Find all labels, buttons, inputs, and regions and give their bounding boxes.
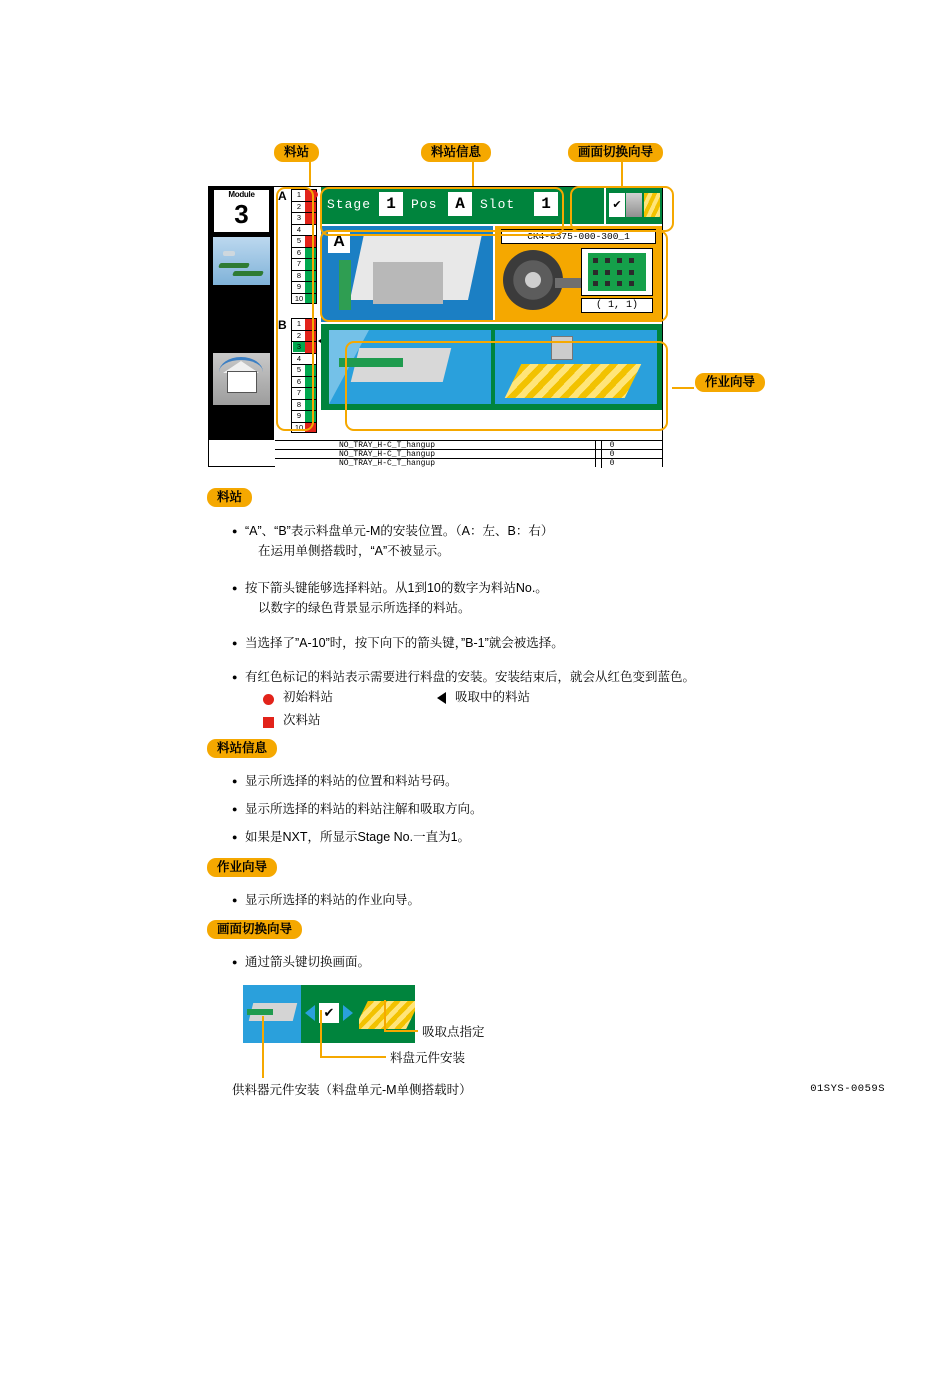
station-status-swatch [305, 423, 316, 433]
part-detail-panel [495, 226, 662, 322]
station-status-swatch [305, 213, 316, 224]
station-item[interactable]: 8 [291, 399, 317, 411]
module-label: Module [228, 190, 255, 199]
station-item-selected[interactable]: 3 [291, 341, 317, 353]
part-coordinate-label: ( 1, 1) [581, 298, 653, 313]
feeder-mount-icon[interactable] [626, 193, 642, 217]
station-item[interactable]: 4 [291, 353, 317, 365]
home-screen-icon[interactable] [213, 353, 270, 405]
document-reference-code: 01SYS-0059S [810, 1083, 885, 1095]
tray-mount-checkbox-icon[interactable]: ✔ [609, 193, 625, 217]
station-status-swatch [305, 259, 316, 270]
stage-value: 1 [379, 192, 403, 216]
station-item[interactable]: 2 [291, 201, 317, 213]
screen-switch-bullet-1: ● 通过箭头键切换画面。 [245, 952, 370, 972]
station-status-swatch [305, 271, 316, 282]
callout-line-tray-mount [320, 1010, 322, 1058]
station-item[interactable]: 8 [291, 270, 317, 282]
section-tag-screen-switch-guide: 画面切换向导 [207, 920, 302, 939]
machine-thumbnail-icon[interactable] [213, 237, 270, 285]
station-item[interactable]: 4 [291, 224, 317, 236]
work-guide-step-1[interactable] [329, 330, 491, 404]
station-position-illustration [321, 226, 493, 322]
alarm-list [275, 440, 662, 467]
work-guide-step-2[interactable] [495, 330, 657, 404]
station-item[interactable]: 10 [291, 293, 317, 305]
callout-line-pickup-point [384, 1000, 386, 1032]
station-status-swatch [305, 202, 316, 213]
alarm-row[interactable] [275, 458, 662, 468]
station-group-a-label: A [278, 189, 287, 203]
alarm-count: 0 [601, 459, 622, 468]
alarm-count: 0 [601, 450, 622, 459]
legend-picking-station-label: 吸取中的料站 [455, 690, 531, 704]
station-item[interactable]: 7 [291, 258, 317, 270]
right-arrow-icon[interactable] [343, 1005, 353, 1021]
figure-label-tray-mount: 料盘元件安装 [390, 1051, 466, 1065]
legend-initial-station-icon [263, 694, 274, 705]
slot-value: 1 [534, 192, 558, 216]
station-status-swatch [305, 342, 316, 353]
station-bullet-1: ● “A”、“B”表示料盘单元-M的安装位置。（A：左、B：右） [245, 521, 553, 541]
station-status-swatch [305, 354, 316, 365]
station-list-a[interactable] [291, 189, 317, 304]
alarm-text: NO_TRAY_H-C_T_hangup [339, 441, 436, 450]
station-item[interactable]: 3 [291, 212, 317, 224]
leader-line-station-info [472, 160, 474, 188]
station-list-b[interactable] [291, 318, 317, 433]
station-status-swatch [305, 319, 316, 330]
station-status-swatch [305, 411, 316, 422]
callout-line-pickup-point-h [384, 1030, 418, 1032]
position-letter-badge: A [328, 231, 350, 253]
legend-initial-station-label: 初始料站 [283, 690, 334, 704]
station-group-b-label: B [278, 318, 287, 332]
screen-main-area [321, 187, 662, 440]
callout-tag-screen-switch-guide: 画面切换向导 [568, 143, 663, 162]
station-bullet-1-line2: 在运用单侧搭载时，“A”不被显示。 [258, 544, 450, 558]
stage-label: Stage [327, 197, 372, 212]
screen-left-strip [209, 187, 274, 440]
station-status-swatch [305, 331, 316, 342]
callout-tag-work-guide: 作业向导 [695, 373, 765, 392]
station-info-bullet-2: ● 显示所选择的料站的料站注解和吸取方向。 [245, 799, 483, 819]
station-selector-column[interactable] [277, 187, 319, 440]
reel-icon [503, 250, 563, 310]
station-status-swatch [305, 365, 316, 376]
station-item[interactable]: 1 [291, 318, 317, 330]
callout-line-tray-mount-h [320, 1056, 386, 1058]
station-item[interactable]: 1 [291, 189, 317, 201]
station-status-swatch [305, 282, 316, 293]
station-detail-row [321, 226, 662, 322]
module-indicator [213, 189, 270, 233]
section-tag-station: 料站 [207, 488, 252, 507]
pickup-point-thumbnail[interactable] [359, 985, 415, 1043]
station-info-bullet-1: ● 显示所选择的料站的位置和料站号码。 [245, 771, 458, 791]
legend-secondary-station-icon [263, 717, 274, 728]
station-bullet-4: ● 有红色标记的料站表示需要进行料盘的安装。安装结束后，就会从红色变到蓝色。 [245, 667, 695, 687]
feeder-mount-thumbnail[interactable] [243, 985, 301, 1043]
machine-screen-figure [208, 186, 663, 467]
station-info-bullet-3: ● 如果是NXT，所显示Stage No.一直为1。 [245, 827, 470, 847]
legend-secondary-station-label: 次料站 [283, 713, 321, 727]
leader-line-station [309, 160, 311, 188]
alarm-count: 0 [601, 441, 622, 450]
pickup-point-icon[interactable] [644, 193, 660, 217]
station-item[interactable]: 7 [291, 387, 317, 399]
leader-line-work-guide [672, 387, 694, 389]
alarm-text: NO_TRAY_H-C_T_hangup [339, 459, 436, 468]
station-status-swatch [305, 236, 316, 247]
station-status-swatch [305, 388, 316, 399]
station-status-swatch [305, 400, 316, 411]
chip-icon [588, 253, 646, 291]
work-guide-bullet-1: ● 显示所选择的料站的作业向导。 [245, 890, 420, 910]
station-status-swatch [305, 377, 316, 388]
station-bullet-2-line2: 以数字的绿色背景显示所选择的料站。 [258, 601, 471, 615]
screen-switch-guide-bar[interactable] [606, 187, 662, 224]
callout-line-feeder-mount [262, 1016, 264, 1078]
station-bullet-3: ● 当选择了”A-10”时，按下向下的箭头键，”B-1”就会被选择。 [245, 633, 564, 653]
figure-label-feeder-mount: 供料器元件安装（料盘单元-M单侧搭载时） [232, 1083, 472, 1097]
tray-mount-check-icon[interactable]: ✔ [319, 1003, 339, 1023]
station-item[interactable]: 6 [291, 376, 317, 388]
section-tag-work-guide: 作业向导 [207, 858, 277, 877]
pos-value: A [448, 192, 472, 216]
station-item[interactable]: 2 [291, 330, 317, 342]
station-bullet-2: ● 按下箭头键能够选择料站。从1到10的数字为料站No.。 [245, 578, 548, 598]
callout-tag-station: 料站 [274, 143, 319, 162]
alarm-text: NO_TRAY_H-C_T_hangup [339, 450, 436, 459]
initial-station-marker-icon [311, 191, 318, 198]
callout-tag-station-info: 料站信息 [421, 143, 491, 162]
work-guide-row [321, 324, 662, 410]
legend-picking-station-icon [437, 692, 446, 704]
section-tag-station-info: 料站信息 [207, 739, 277, 758]
figure-label-pickup-point: 吸取点指定 [422, 1025, 485, 1039]
module-number: 3 [234, 199, 249, 229]
station-status-swatch [305, 294, 316, 304]
left-arrow-icon[interactable] [305, 1005, 315, 1021]
part-image-box [581, 248, 653, 296]
screen-switch-guide-figure [243, 985, 415, 1043]
station-status-swatch [305, 225, 316, 236]
part-code-label: CK4-0375-000-300_1 [501, 229, 656, 244]
station-item[interactable]: 9 [291, 281, 317, 293]
station-status-swatch [305, 248, 316, 259]
leader-line-screen-switch [621, 160, 623, 188]
station-item[interactable]: 5 [291, 235, 317, 247]
pos-label: Pos [411, 197, 438, 212]
slot-label: Slot [480, 197, 516, 212]
station-info-bar [321, 187, 604, 224]
station-item[interactable]: 5 [291, 364, 317, 376]
station-item[interactable]: 10 [291, 422, 317, 434]
station-item[interactable]: 6 [291, 247, 317, 259]
station-item[interactable]: 9 [291, 410, 317, 422]
